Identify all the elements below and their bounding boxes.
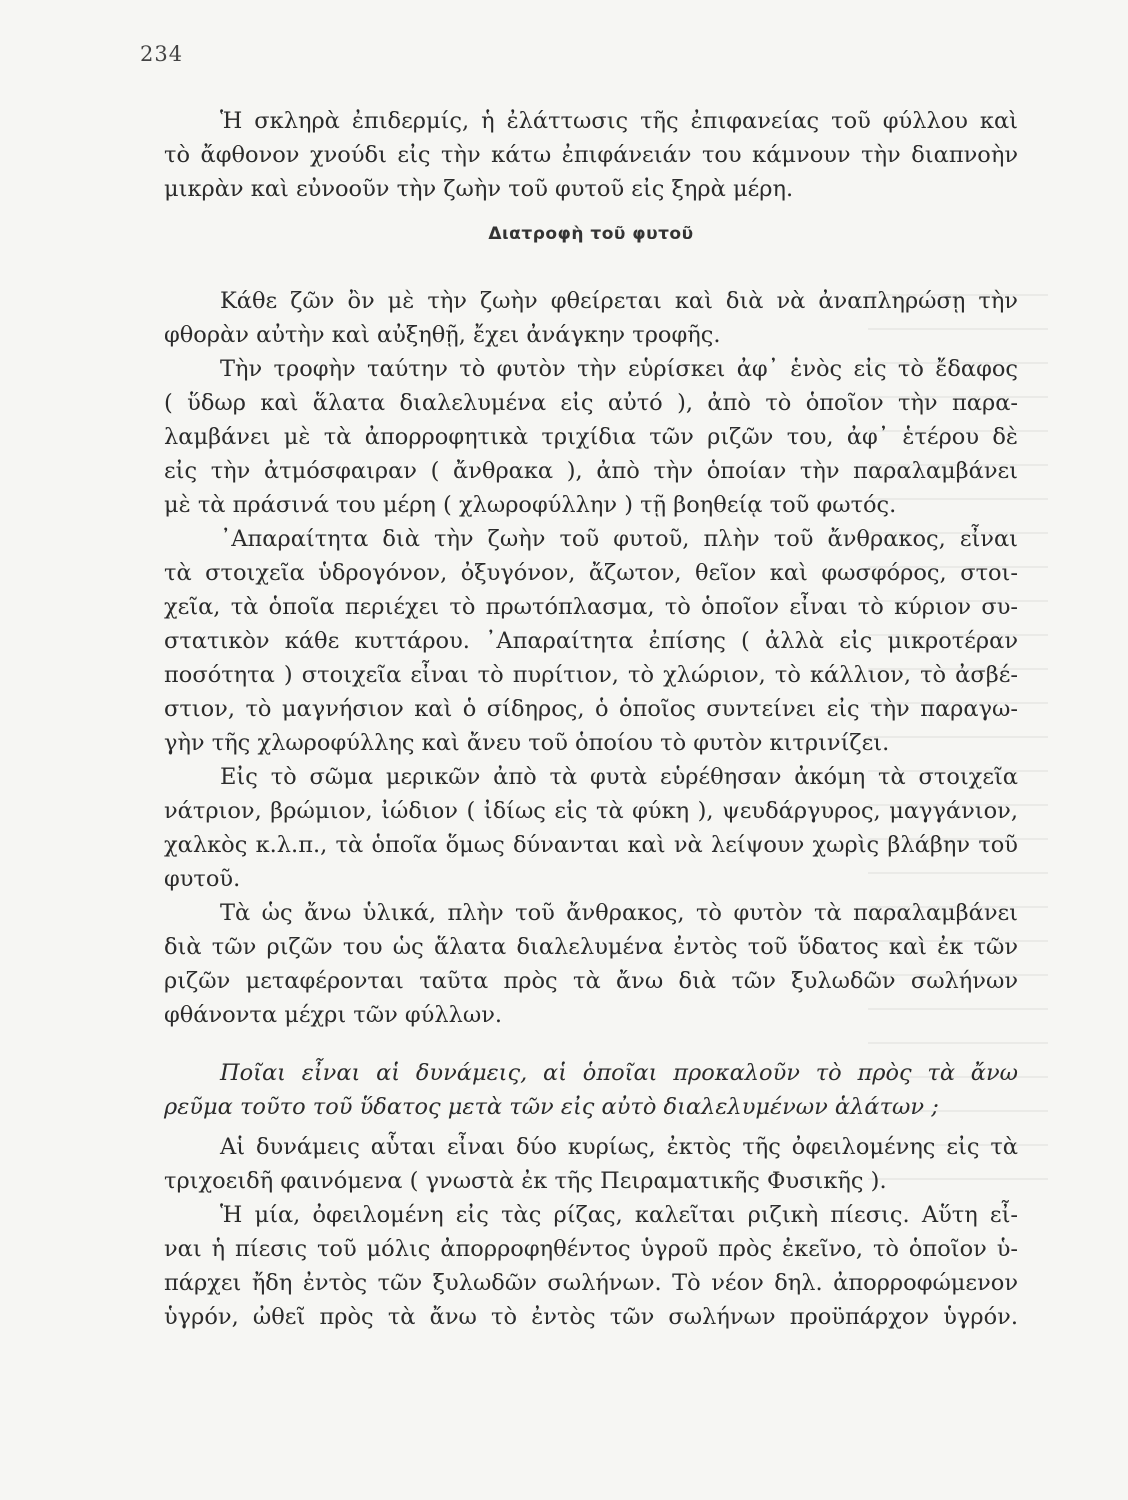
text-line: διὰ τῶν ριζῶν του ὡς ἅλατα διαλελυμένα ἐντὸς τοῦ ὕδατος καὶ ἐκ τῶν [164, 934, 1018, 960]
text-line: λαμβάνει μὲ τὰ ἀπορροφητικὰ τριχίδια τῶν ριζῶν του, ἀφ᾽ ἑτέρου δὲ [164, 424, 1018, 450]
text-line: μικρὰν καὶ εὐνοοῦν τὴν ζωὴν τοῦ φυτοῦ εἰς ξηρὰ μέρη. [164, 176, 794, 202]
text-line: τὰ στοιχεῖα ὑδρογόνον, ὀξυγόνον, ἄζωτον, θεῖον καὶ φωσφόρος, στοι- [164, 560, 1018, 586]
page-number: 234 [140, 42, 184, 66]
text-line: Αἱ δυνάμεις αὗται εἶναι δύο κυρίως, ἐκτὸς τῆς ὀφειλομένης εἰς τὰ [220, 1134, 1018, 1160]
text-line: ριζῶν μεταφέρονται ταῦτα πρὸς τὰ ἄνω διὰ τῶν ξυλωδῶν σωλήνων [164, 968, 1018, 994]
text-line: ναι ἡ πίεσις τοῦ μόλις ἀπορροφηθέντος ὑγροῦ πρὸς ἐκεῖνο, τὸ ὁποῖον ὑ- [164, 1236, 1018, 1262]
text-line: Εἰς τὸ σῶμα μερικῶν ἀπὸ τὰ φυτὰ εὑρέθησαν ἀκόμη τὰ στοιχεῖα [220, 764, 1018, 790]
text-line: στιον, τὸ μαγνήσιον καὶ ὁ σίδηρος, ὁ ὁποῖος συντείνει εἰς τὴν παραγω- [164, 696, 1018, 722]
question-line: Ποῖαι εἶναι αἱ δυνάμεις, αἱ ὁποῖαι προκαλοῦν τὸ πρὸς τὰ ἄνω [220, 1060, 1018, 1086]
page-body [164, 104, 1018, 1334]
text-line: Κάθε ζῶν ὂν μὲ τὴν ζωὴν φθείρεται καὶ διὰ νὰ ἀναπληρώσῃ τὴν [220, 288, 1018, 314]
paragraph-gap [164, 1032, 1018, 1056]
text-line: Τὰ ὡς ἄνω ὑλικά, πλὴν τοῦ ἄνθρακος, τὸ φυτὸν τὰ παραλαμβάνει [220, 900, 1018, 926]
text-line: χεῖα, τὰ ὁποῖα περιέχει τὸ πρωτόπλασμα, τὸ ὁποῖον εἶναι τὸ κύριον συ- [164, 594, 1018, 620]
text-line: μὲ τὰ πράσινά του μέρη ( χλωροφύλλην ) τῇ βοηθείᾳ τοῦ φωτός. [164, 492, 897, 518]
text-line: στατικὸν κάθε κυττάρου. ᾽Απαραίτητα ἐπίσης ( ἀλλὰ εἰς μικροτέραν [164, 628, 1018, 654]
text-line: εἰς τὴν ἀτμόσφαιραν ( ἄνθρακα ), ἀπὸ τὴν ὁποίαν τὴν παραλαμβάνει [164, 458, 1018, 484]
text-line: ποσότητα ) στοιχεῖα εἶναι τὸ πυρίτιον, τὸ χλώριον, τὸ κάλλιον, τὸ ἀσβέ- [164, 662, 1018, 688]
text-line: Ἡ σκληρὰ ἐπιδερμίς, ἡ ἐλάττωσις τῆς ἐπιφανείας τοῦ φύλλου καὶ [220, 108, 1018, 134]
question-line: ρεῦμα τοῦτο τοῦ ὕδατος μετὰ τῶν εἰς αὐτὸ διαλελυμένων ἁλάτων ; [164, 1094, 939, 1120]
text-line: τὸ ἄφθονον χνούδι εἰς τὴν κάτω ἐπιφάνειάν του κάμνουν τὴν διαπνοὴν [164, 142, 1018, 168]
text-line: πάρχει ἤδη ἐντὸς τῶν ξυλωδῶν σωλήνων. Τὸ νέον δηλ. ἀπορροφώμενον [164, 1270, 1018, 1296]
text-line: τριχοειδῆ φαινόμενα ( γνωστὰ ἐκ τῆς Πειραματικῆς Φυσικῆς ). [164, 1168, 887, 1194]
text-line: φυτοῦ. [164, 866, 241, 892]
text-line: νάτριον, βρώμιον, ἰώδιον ( ἰδίως εἰς τὰ φύκη ), ψευδάργυρος, μαγγάνιον, [164, 798, 1018, 824]
text-line: χαλκὸς κ.λ.π., τὰ ὁποῖα ὅμως δύνανται καὶ νὰ λείψουν χωρὶς βλάβην τοῦ [164, 832, 1018, 858]
text-line: φθορὰν αὐτὴν καὶ αὐξηθῇ, ἔχει ἀνάγκην τροφῆς. [164, 322, 721, 348]
text-line: ( ὕδωρ καὶ ἅλατα διαλελυμένα εἰς αὐτό ), ἀπὸ τὸ ὁποῖον τὴν παρα- [164, 390, 1018, 416]
text-line: φθάνοντα μέχρι τῶν φύλλων. [164, 1002, 503, 1028]
text-line: ᾽Απαραίτητα διὰ τὴν ζωὴν τοῦ φυτοῦ, πλὴν τοῦ ἄνθρακος, εἶναι [220, 526, 1018, 552]
text-line: ὑγρόν, ὠθεῖ πρὸς τὰ ἄνω τὸ ἐντὸς τῶν σωλήνων προϋπάρχον ὑγρόν. [164, 1304, 1018, 1330]
text-line: Ἡ μία, ὀφειλομένη εἰς τὰς ρίζας, καλεῖται ριζικὴ πίεσις. Αὕτη εἶ- [220, 1202, 1018, 1228]
text-line: Τὴν τροφὴν ταύτην τὸ φυτὸν τὴν εὑρίσκει ἀφ᾽ ἑνὸς εἰς τὸ ἔδαφος [220, 356, 1018, 382]
text-line: γὴν τῆς χλωροφύλλης καὶ ἄνευ τοῦ ὁποίου τὸ φυτὸν κιτρινίζει. [164, 730, 890, 756]
section-heading: Διατροφὴ τοῦ φυτοῦ [488, 224, 694, 244]
